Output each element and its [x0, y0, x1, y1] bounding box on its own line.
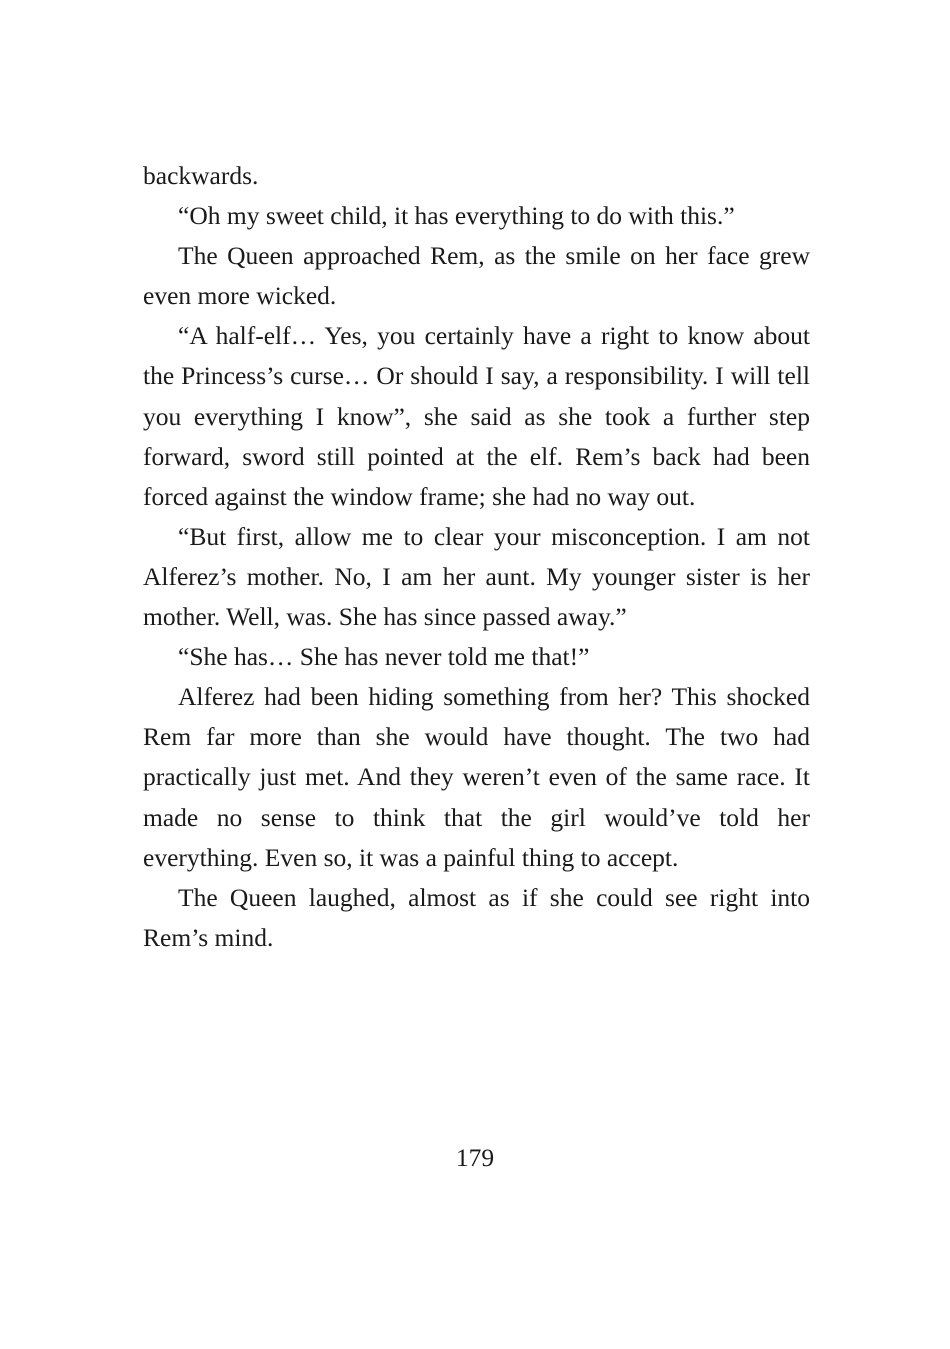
paragraph: Alferez had been hiding something from her? This shocked Rem far more than she would have thought. The two had practically just met. And they weren’t even of the same race. It made no sense to think that the girl would’ve told her everything. Even so, it was a painful thing to accept. [143, 682, 810, 872]
paragraph-continuation: backwards. [143, 161, 259, 190]
paragraph: The Queen laughed, almost as if she could see right into Rem’s mind. [143, 882, 810, 952]
paragraph: The Queen approached Rem, as the smile on her face grew even more wicked. [143, 241, 810, 311]
paragraph: “But first, allow me to clear your misconception. I am not Alferez’s mother. No, I am her aunt. My younger sister is her mother. Well, was. She has since passed away.” [143, 521, 810, 632]
paragraph: “A half-elf… Yes, you certainly have a right to know about the Princess’s curse… Or should I say, a responsibility. I will tell you everything I know”, she said as she took a further step forward, sword still pointed at the elf. Rem’s back had been forced against the window frame; she had no way out. [143, 321, 810, 511]
paragraph: “She has… She has never told me that!” [178, 642, 590, 672]
page-body [143, 156, 810, 958]
paragraph: “Oh my sweet child, it has everything to do with this.” [178, 201, 735, 231]
page-number: 179 [455, 1143, 495, 1172]
